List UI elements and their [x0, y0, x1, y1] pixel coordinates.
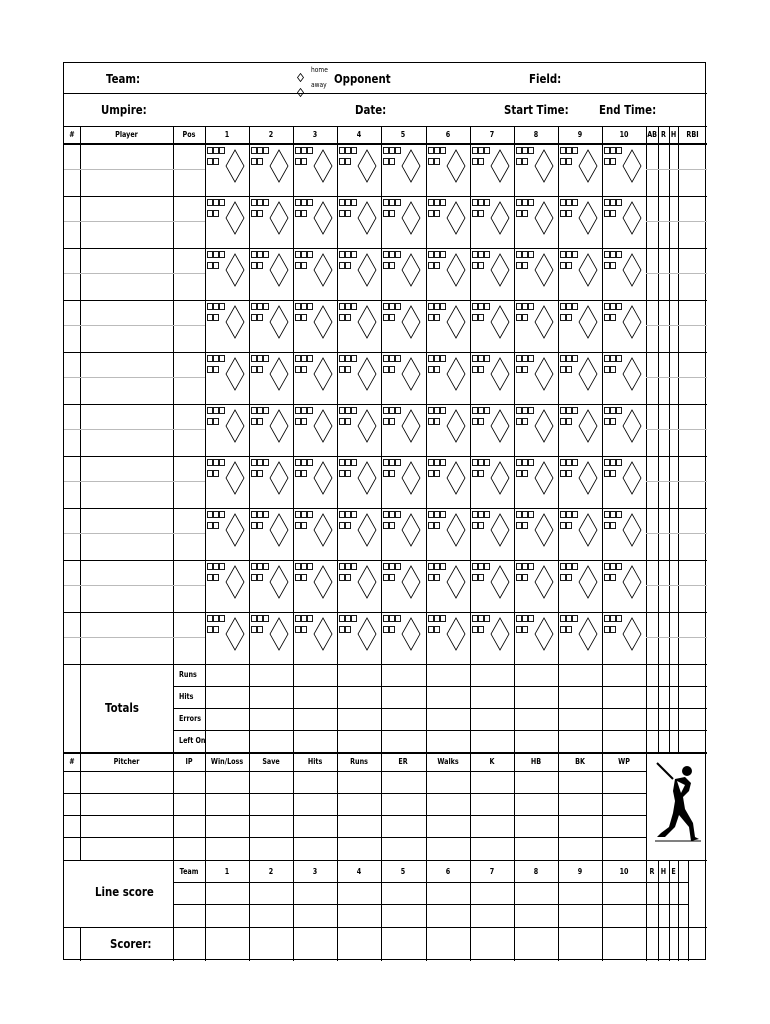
stat-header-ab: AB: [647, 130, 658, 139]
totals-row-label: Runs: [179, 670, 197, 679]
base-diamond-icon: [205, 560, 249, 612]
base-diamond-icon: [426, 456, 470, 508]
base-diamond-icon: [205, 612, 249, 664]
base-diamond-icon: [426, 560, 470, 612]
base-diamond-icon: [602, 352, 646, 404]
base-diamond-icon: [426, 300, 470, 352]
at-bat-cell[interactable]: [602, 352, 646, 404]
line-score-inning-header: 8: [533, 867, 538, 876]
base-diamond-icon: [381, 404, 425, 456]
at-bat-cell[interactable]: [602, 404, 646, 456]
at-bat-cell[interactable]: [426, 508, 470, 560]
at-bat-cell[interactable]: [426, 196, 470, 248]
scorer-label: Scorer:: [110, 937, 152, 951]
line-score-inning-header: 6: [445, 867, 450, 876]
baseball-batter-icon: [651, 757, 705, 849]
inning-header-1: 1: [224, 130, 230, 139]
base-diamond-icon: [249, 560, 293, 612]
stat-header-h: H: [670, 130, 677, 139]
base-diamond-icon: [205, 456, 249, 508]
at-bat-cell[interactable]: [337, 352, 381, 404]
line-score-title: Line score: [95, 885, 154, 899]
at-bat-cell[interactable]: [381, 248, 425, 300]
inning-header-10: 10: [619, 130, 629, 139]
inning-header-2: 2: [268, 130, 274, 139]
base-diamond-icon: [558, 456, 602, 508]
base-diamond-icon: [381, 196, 425, 248]
base-diamond-icon: [470, 300, 514, 352]
base-diamond-icon: [293, 612, 337, 664]
base-diamond-icon: [293, 456, 337, 508]
at-bat-cell[interactable]: [293, 352, 337, 404]
pitching-col-header: BK: [574, 757, 585, 766]
at-bat-cell[interactable]: [293, 248, 337, 300]
base-diamond-icon: [602, 144, 646, 196]
at-bat-cell[interactable]: [558, 404, 602, 456]
base-diamond-icon: [337, 404, 381, 456]
at-bat-cell[interactable]: [514, 196, 558, 248]
at-bat-cell[interactable]: [514, 508, 558, 560]
at-bat-cell[interactable]: [602, 508, 646, 560]
line-score-inning-header: 7: [489, 867, 494, 876]
at-bat-cell[interactable]: [470, 612, 514, 664]
inning-header-3: 3: [312, 130, 318, 139]
line-score-inning-header: 4: [357, 867, 362, 876]
at-bat-cell[interactable]: [249, 612, 293, 664]
base-diamond-icon: [470, 560, 514, 612]
totals-row-label: Left On: [179, 736, 206, 745]
base-diamond-icon: [602, 560, 646, 612]
at-bat-cell[interactable]: [337, 404, 381, 456]
base-diamond-icon: [205, 508, 249, 560]
base-diamond-icon: [558, 300, 602, 352]
base-diamond-icon: [249, 404, 293, 456]
base-diamond-icon: [602, 456, 646, 508]
base-diamond-icon: [205, 352, 249, 404]
at-bat-cell[interactable]: [205, 196, 249, 248]
at-bat-cell[interactable]: [514, 404, 558, 456]
base-diamond-icon: [426, 352, 470, 404]
pitching-col-header: Hits: [308, 757, 323, 766]
pitching-col-header: Save: [262, 757, 280, 766]
base-diamond-icon: [470, 612, 514, 664]
base-diamond-icon: [293, 404, 337, 456]
pitching-col-header: Runs: [350, 757, 369, 766]
base-diamond-icon: [558, 144, 602, 196]
base-diamond-icon: [205, 404, 249, 456]
away-label: away: [311, 81, 327, 89]
line-score-inning-header: 5: [401, 867, 406, 876]
at-bat-cell[interactable]: [514, 144, 558, 196]
base-diamond-icon: [381, 508, 425, 560]
pitching-col-header: Walks: [436, 757, 459, 766]
base-diamond-icon: [426, 612, 470, 664]
base-diamond-icon: [337, 300, 381, 352]
at-bat-cell[interactable]: [337, 456, 381, 508]
base-diamond-icon: [293, 560, 337, 612]
base-diamond-icon: [470, 456, 514, 508]
at-bat-cell[interactable]: [249, 248, 293, 300]
stat-header-r: R: [661, 130, 666, 139]
at-bat-cell[interactable]: [514, 300, 558, 352]
at-bat-cell[interactable]: [514, 456, 558, 508]
at-bat-cell[interactable]: [205, 612, 249, 664]
scoresheet: [63, 62, 706, 960]
base-diamond-icon: [470, 144, 514, 196]
at-bat-cell[interactable]: [470, 508, 514, 560]
at-bat-cell[interactable]: [381, 144, 425, 196]
base-diamond-icon: [381, 560, 425, 612]
base-diamond-icon: [558, 352, 602, 404]
at-bat-cell[interactable]: [293, 300, 337, 352]
home-label: home: [311, 66, 328, 74]
base-diamond-icon: [293, 508, 337, 560]
at-bat-cell[interactable]: [602, 196, 646, 248]
base-diamond-icon: [249, 300, 293, 352]
at-bat-cell[interactable]: [558, 560, 602, 612]
at-bat-cell[interactable]: [337, 300, 381, 352]
date-label: Date:: [355, 103, 387, 117]
base-diamond-icon: [426, 508, 470, 560]
at-bat-cell[interactable]: [337, 248, 381, 300]
base-diamond-icon: [293, 196, 337, 248]
line-score-inning-header: 2: [268, 867, 274, 876]
at-bat-cell[interactable]: [205, 300, 249, 352]
base-diamond-icon: [558, 248, 602, 300]
at-bat-cell[interactable]: [381, 300, 425, 352]
at-bat-cell[interactable]: [249, 352, 293, 404]
at-bat-cell[interactable]: [337, 560, 381, 612]
at-bat-cell[interactable]: [602, 144, 646, 196]
base-diamond-icon: [249, 456, 293, 508]
at-bat-cell[interactable]: [205, 560, 249, 612]
line-score-total-header: H: [660, 867, 667, 876]
pitching-col-header: IP: [185, 757, 193, 766]
base-diamond-icon: [514, 508, 558, 560]
col-pos-header: Pos: [182, 130, 196, 139]
at-bat-cell[interactable]: [381, 508, 425, 560]
base-diamond-icon: [249, 508, 293, 560]
base-diamond-icon: [426, 404, 470, 456]
at-bat-cell[interactable]: [514, 248, 558, 300]
base-diamond-icon: [381, 144, 425, 196]
at-bat-cell[interactable]: [249, 196, 293, 248]
base-diamond-icon: [205, 144, 249, 196]
base-diamond-icon: [514, 248, 558, 300]
base-diamond-icon: [470, 508, 514, 560]
base-diamond-icon: [602, 248, 646, 300]
base-diamond-icon: [381, 352, 425, 404]
base-diamond-icon: [381, 248, 425, 300]
at-bat-cell[interactable]: [514, 352, 558, 404]
base-diamond-icon: [337, 144, 381, 196]
at-bat-cell[interactable]: [381, 612, 425, 664]
at-bat-cell[interactable]: [337, 196, 381, 248]
inning-header-4: 4: [357, 130, 362, 139]
umpire-label: Umpire:: [101, 103, 147, 117]
base-diamond-icon: [337, 196, 381, 248]
base-diamond-icon: [337, 508, 381, 560]
end-time-label: End Time:: [599, 103, 657, 117]
at-bat-cell[interactable]: [602, 300, 646, 352]
base-diamond-icon: [602, 612, 646, 664]
at-bat-cell[interactable]: [337, 144, 381, 196]
base-diamond-icon: [602, 404, 646, 456]
at-bat-cell[interactable]: [337, 612, 381, 664]
at-bat-cell[interactable]: [249, 456, 293, 508]
line-score-inning-header: 10: [619, 867, 629, 876]
base-diamond-icon: [470, 352, 514, 404]
base-diamond-icon: [337, 248, 381, 300]
base-diamond-icon: [558, 612, 602, 664]
at-bat-cell[interactable]: [558, 196, 602, 248]
at-bat-cell[interactable]: [249, 560, 293, 612]
at-bat-cell[interactable]: [249, 404, 293, 456]
base-diamond-icon: [602, 508, 646, 560]
base-diamond-icon: [337, 456, 381, 508]
at-bat-cell[interactable]: [293, 404, 337, 456]
at-bat-cell[interactable]: [470, 352, 514, 404]
base-diamond-icon: [602, 196, 646, 248]
pitching-col-header: HB: [530, 757, 541, 766]
at-bat-cell[interactable]: [205, 508, 249, 560]
stat-header-rbi: RBI: [686, 130, 699, 139]
at-bat-cell[interactable]: [602, 456, 646, 508]
at-bat-cell[interactable]: [470, 144, 514, 196]
base-diamond-icon: [249, 196, 293, 248]
line-score-inning-header: 9: [577, 867, 583, 876]
at-bat-cell[interactable]: [426, 248, 470, 300]
start-time-label: Start Time:: [504, 103, 569, 117]
base-diamond-icon: [558, 404, 602, 456]
pitching-col-header: ER: [398, 757, 409, 766]
at-bat-cell[interactable]: [558, 456, 602, 508]
base-diamond-icon: [470, 196, 514, 248]
base-diamond-icon: [381, 612, 425, 664]
inning-header-5: 5: [401, 130, 406, 139]
line-score-total-header: E: [671, 867, 676, 876]
at-bat-cell[interactable]: [205, 352, 249, 404]
opponent-label: Opponent: [334, 72, 391, 86]
at-bat-cell[interactable]: [249, 508, 293, 560]
base-diamond-icon: [426, 144, 470, 196]
at-bat-cell[interactable]: [426, 144, 470, 196]
inning-header-6: 6: [445, 130, 450, 139]
at-bat-cell[interactable]: [602, 248, 646, 300]
base-diamond-icon: [514, 300, 558, 352]
base-diamond-icon: [558, 508, 602, 560]
base-diamond-icon: [249, 352, 293, 404]
pitching-col-header: K: [489, 757, 495, 766]
at-bat-cell[interactable]: [470, 196, 514, 248]
at-bat-cell[interactable]: [602, 560, 646, 612]
base-diamond-icon: [293, 352, 337, 404]
at-bat-cell[interactable]: [249, 144, 293, 196]
away-radio-icon[interactable]: [297, 82, 304, 89]
at-bat-cell[interactable]: [381, 352, 425, 404]
at-bat-cell[interactable]: [426, 404, 470, 456]
at-bat-cell[interactable]: [249, 300, 293, 352]
inning-header-9: 9: [577, 130, 583, 139]
base-diamond-icon: [514, 456, 558, 508]
at-bat-cell[interactable]: [558, 144, 602, 196]
col-num-header: #: [69, 130, 75, 139]
at-bat-cell[interactable]: [426, 612, 470, 664]
at-bat-cell[interactable]: [470, 404, 514, 456]
base-diamond-icon: [249, 248, 293, 300]
at-bat-cell[interactable]: [381, 456, 425, 508]
at-bat-cell[interactable]: [470, 560, 514, 612]
at-bat-cell[interactable]: [293, 144, 337, 196]
base-diamond-icon: [514, 404, 558, 456]
base-diamond-icon: [470, 248, 514, 300]
at-bat-cell[interactable]: [470, 456, 514, 508]
at-bat-cell[interactable]: [558, 612, 602, 664]
base-diamond-icon: [470, 404, 514, 456]
at-bat-cell[interactable]: [558, 248, 602, 300]
at-bat-cell[interactable]: [381, 560, 425, 612]
totals-row-label: Errors: [179, 714, 202, 723]
at-bat-cell[interactable]: [514, 612, 558, 664]
base-diamond-icon: [205, 300, 249, 352]
base-diamond-icon: [381, 456, 425, 508]
base-diamond-icon: [426, 196, 470, 248]
base-diamond-icon: [558, 196, 602, 248]
at-bat-cell[interactable]: [381, 404, 425, 456]
base-diamond-icon: [602, 300, 646, 352]
at-bat-cell[interactable]: [205, 144, 249, 196]
home-radio-icon[interactable]: [297, 67, 304, 74]
pitching-col-header: WP: [618, 757, 630, 766]
at-bat-cell[interactable]: [470, 300, 514, 352]
pitching-col-header: Win/Loss: [210, 757, 244, 766]
pitching-col-header: #: [69, 757, 75, 766]
at-bat-cell[interactable]: [293, 456, 337, 508]
at-bat-cell[interactable]: [558, 300, 602, 352]
at-bat-cell[interactable]: [293, 508, 337, 560]
base-diamond-icon: [514, 612, 558, 664]
at-bat-cell[interactable]: [381, 196, 425, 248]
at-bat-cell[interactable]: [205, 404, 249, 456]
at-bat-cell[interactable]: [337, 508, 381, 560]
inning-header-7: 7: [489, 130, 494, 139]
base-diamond-icon: [514, 144, 558, 196]
pitching-col-header: Pitcher: [113, 757, 140, 766]
inning-header-8: 8: [533, 130, 538, 139]
base-diamond-icon: [293, 144, 337, 196]
base-diamond-icon: [514, 196, 558, 248]
at-bat-cell[interactable]: [205, 248, 249, 300]
base-diamond-icon: [205, 196, 249, 248]
base-diamond-icon: [205, 248, 249, 300]
totals-row-label: Hits: [179, 692, 194, 701]
at-bat-cell[interactable]: [602, 612, 646, 664]
line-score-inning-header: 3: [312, 867, 318, 876]
at-bat-cell[interactable]: [293, 196, 337, 248]
base-diamond-icon: [558, 560, 602, 612]
totals-title: Totals: [105, 701, 139, 715]
base-diamond-icon: [337, 560, 381, 612]
team-label: Team:: [106, 72, 141, 86]
col-player-header: Player: [115, 130, 138, 139]
base-diamond-icon: [249, 144, 293, 196]
at-bat-cell[interactable]: [426, 352, 470, 404]
base-diamond-icon: [426, 248, 470, 300]
at-bat-cell[interactable]: [514, 560, 558, 612]
at-bat-cell[interactable]: [426, 456, 470, 508]
line-score-inning-header: 1: [224, 867, 230, 876]
at-bat-cell[interactable]: [470, 248, 514, 300]
base-diamond-icon: [337, 612, 381, 664]
at-bat-cell[interactable]: [293, 560, 337, 612]
base-diamond-icon: [381, 300, 425, 352]
field-label: Field:: [529, 72, 562, 86]
at-bat-cell[interactable]: [426, 560, 470, 612]
at-bat-cell[interactable]: [293, 612, 337, 664]
line-score-team-header: Team: [179, 867, 199, 876]
base-diamond-icon: [514, 352, 558, 404]
at-bat-cell[interactable]: [205, 456, 249, 508]
base-diamond-icon: [514, 560, 558, 612]
at-bat-cell[interactable]: [558, 352, 602, 404]
at-bat-cell[interactable]: [558, 508, 602, 560]
base-diamond-icon: [293, 300, 337, 352]
base-diamond-icon: [337, 352, 381, 404]
base-diamond-icon: [249, 612, 293, 664]
line-score-total-header: R: [649, 867, 655, 876]
base-diamond-icon: [293, 248, 337, 300]
at-bat-cell[interactable]: [426, 300, 470, 352]
